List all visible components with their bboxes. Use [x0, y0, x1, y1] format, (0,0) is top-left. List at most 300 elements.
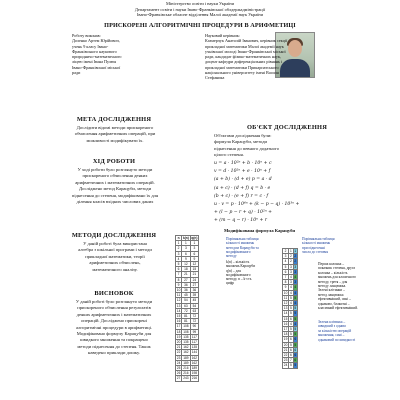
table-row	[176, 371, 199, 376]
table2-note-line: методу ланцюжка.	[318, 284, 347, 289]
table-cell: 27	[190, 282, 199, 287]
table-cell: 5	[294, 306, 297, 311]
methods-heading: МЕТОДИ ДОСЛІДЖЕННЯ	[71, 232, 157, 239]
table-cell: 11	[176, 293, 181, 298]
methods-line: прикладної математики, теорії	[85, 253, 145, 259]
supervisor-line: ради, кандидат фізико-математичних наук,	[205, 54, 281, 60]
formula-line: (b + c) · (e + f) r = c · f	[214, 193, 269, 199]
table-cell: 1	[190, 241, 199, 246]
table-cell: 5	[294, 311, 297, 316]
table1-caption-line: модифікованого	[226, 249, 251, 254]
table-cell: 162	[183, 350, 189, 355]
table-cell: 2	[289, 254, 292, 259]
table-cell: 5	[289, 306, 292, 311]
goal-line: Дослідити відомі методи прискореного	[76, 125, 154, 130]
table-row	[283, 332, 298, 337]
table-cell: 135	[183, 340, 189, 345]
table2-notes-2	[318, 320, 372, 342]
formula-line: v = d · 10²ⁿ + e · 10ⁿ + f	[214, 169, 271, 175]
table-cell: 72	[190, 319, 199, 324]
table-cell: 15	[190, 267, 199, 272]
table-cell: 216	[191, 376, 198, 381]
table-header-cell: n	[176, 236, 182, 241]
table-row	[176, 350, 199, 355]
table-cell: 3	[294, 264, 297, 269]
table2-caption-line: кількості множень	[302, 241, 331, 246]
table-cell: 162	[191, 355, 198, 360]
table-cell: 4	[289, 290, 292, 295]
table-cell: 17	[283, 327, 288, 332]
table-cell: 90	[190, 324, 199, 329]
table-cell: 12	[176, 298, 181, 303]
table-cell: 3	[190, 246, 199, 251]
table-row	[283, 358, 298, 363]
methods-line: математичного аналізу.	[92, 266, 138, 272]
poster-title: ПРИСКОРЕНІ АЛГОРИТМІЧНІ ПРОЦЕДУРИ В АРИФМЕТИЦІ	[104, 22, 296, 29]
author-lines	[72, 38, 170, 75]
table-cell: 3	[182, 246, 190, 251]
table-row	[283, 301, 298, 306]
table-row	[283, 306, 298, 311]
table1-legend-line: цифр	[226, 281, 234, 286]
table-cell: 5	[294, 332, 297, 337]
supervisor-line: Казмерчук Анатолій Іванович, керівник секції	[205, 38, 288, 44]
object-line: цілого степеня.	[214, 152, 244, 158]
table2-note-line: показник степеня, друга	[318, 266, 356, 271]
conclusions-line: Модифіковано формулу Карацуби для	[76, 331, 152, 337]
table-cell: 19	[283, 337, 288, 342]
progress-line: У ході роботи було розглянуто методи	[77, 167, 153, 172]
table-cell: 135	[191, 345, 198, 350]
table-cell: 5	[289, 332, 292, 337]
table-cell: 3	[289, 264, 292, 269]
table-cell: 25	[176, 366, 181, 371]
supervisor-line: доцент кафедри диференціальних рівнянь і	[205, 59, 283, 65]
table-cell: 243	[183, 376, 189, 381]
table-cell: 21	[176, 345, 181, 350]
table-cell: 8	[283, 280, 289, 285]
formula-line: + (l − p − r + q) · 10²ⁿ +	[214, 210, 272, 216]
table-row	[176, 366, 199, 371]
table-cell: 4	[176, 256, 182, 261]
table-cell: 216	[183, 371, 189, 376]
table-header-cell: q(n)	[191, 236, 198, 240]
table-cell: 20	[176, 340, 181, 345]
table1-caption-line: методу	[226, 254, 237, 259]
progress-heading: ХІД РОБОТИ	[92, 158, 136, 165]
table-cell: 24	[283, 363, 288, 368]
table-cell: 15	[283, 316, 288, 321]
table-row	[176, 293, 199, 298]
table-row	[176, 345, 199, 350]
table-cell: 216	[183, 366, 189, 371]
table-cell: 3	[294, 269, 297, 274]
table-cell: 63	[182, 303, 190, 308]
table-cell: 5	[294, 342, 297, 347]
table-row	[176, 282, 199, 287]
table-cell: 7	[289, 358, 292, 363]
table-row	[283, 321, 298, 326]
table-row	[176, 355, 199, 360]
table-row	[283, 347, 298, 352]
table-row	[283, 259, 298, 264]
supervisor-line: учнівської молоді Івано-Франківської міської	[205, 48, 286, 54]
table-cell: 5	[176, 262, 182, 267]
table-cell: 10	[176, 288, 181, 293]
table1-legend-line: k(n) – кількість	[226, 260, 250, 264]
table2-note-line: множень для класичного	[318, 275, 356, 280]
conclusions-heading: ВИСНОВОК	[94, 290, 134, 297]
table-cell: 189	[183, 355, 189, 360]
table-cell: 108	[183, 324, 189, 329]
table-row	[176, 340, 199, 345]
supervisor-line: Стефаника	[205, 75, 225, 81]
table-cell: 12	[190, 262, 199, 267]
table2-notes	[318, 262, 372, 310]
table2-note2-line: множення, сині –	[318, 333, 345, 338]
table-cell: 6	[176, 267, 182, 272]
table2-note-line: Перша колонка –	[318, 262, 345, 266]
table-row	[176, 288, 199, 293]
supervisor-line: прикладної математики Прикарпатського	[205, 64, 279, 70]
table-cell: 10	[283, 290, 288, 295]
table-cell: 8	[176, 277, 182, 282]
table-cell: 5	[283, 264, 289, 269]
table-row	[176, 277, 199, 282]
author-block	[72, 33, 170, 75]
table-cell: 6	[182, 251, 190, 256]
goal-line: можливості модифікувати їх.	[86, 137, 144, 143]
table-row	[283, 249, 298, 254]
progress-text	[40, 167, 190, 205]
table-cell: 4	[294, 285, 297, 290]
table-cell: 9	[176, 282, 182, 287]
table-header-cell: k(n)	[182, 236, 189, 240]
table-cell: 2	[283, 249, 289, 254]
table-cell: 4	[289, 285, 292, 290]
table-cell: 72	[190, 314, 199, 319]
table-cell: 20	[283, 342, 288, 347]
conclusions-line: швидкого множення та покращено	[80, 337, 148, 343]
table-cell: 117	[191, 340, 197, 345]
table-cell: 13	[283, 306, 288, 311]
table2-note2-line: однаковий по швидкості	[318, 337, 356, 342]
table-cell: 14	[283, 311, 288, 316]
table-cell: 5	[289, 295, 292, 300]
table-row	[283, 269, 298, 274]
table-cell: 45	[182, 293, 190, 298]
table-cell: 22	[176, 350, 181, 355]
methods-line: У даній роботі була використана	[83, 241, 147, 246]
table-row	[176, 360, 199, 365]
formula-line: u · v = p · 10⁴ⁿ + (k − p − q) · 10³ⁿ +	[214, 202, 300, 208]
table-cell: 3	[283, 254, 289, 259]
table-cell: 45	[190, 298, 199, 303]
table-cell: 18	[182, 267, 190, 272]
table-cell: 4	[294, 275, 297, 280]
object-line: Об'єктами дослідження були:	[214, 133, 272, 138]
table-cell: 117	[191, 334, 197, 339]
conclusions-text	[38, 299, 190, 357]
table-cell: 5	[294, 295, 297, 300]
table2-caption-line: при піднесенні	[302, 245, 325, 250]
table-cell: 4	[289, 321, 292, 326]
table2-caption-line: числа до степеня	[302, 249, 328, 254]
karatsuba-formula	[214, 160, 364, 226]
table-cell: 39	[190, 293, 199, 298]
supervisor-line: прикладної математики Малої академії наук	[205, 43, 284, 49]
table1-legend-line: q(n) – для	[226, 268, 241, 273]
table-cell: 5	[294, 363, 297, 368]
table-cell: 1	[289, 249, 292, 253]
goal-heading: МЕТА ДОСЛІДЖЕННЯ	[76, 116, 152, 123]
table2-note-line: метод ланцюжка	[318, 292, 344, 297]
table-cell: 21	[283, 347, 288, 352]
table-row	[283, 275, 298, 280]
progress-line: піднесення до степеня, модифіковано їх для	[71, 192, 159, 198]
table-cell: 5	[289, 342, 292, 347]
table-cell: 81	[182, 314, 190, 319]
table1-caption-line: Порівняльна таблиця	[226, 237, 259, 241]
table2-caption-line: Порівняльна таблиця	[302, 237, 335, 241]
power-table	[282, 248, 298, 369]
table-row	[283, 316, 298, 321]
table2-caption	[302, 237, 356, 254]
table-row	[283, 342, 298, 347]
table-cell: 162	[191, 360, 198, 365]
table-cell: 108	[183, 329, 189, 334]
table-cell: 81	[182, 319, 190, 324]
table-cell: 162	[183, 345, 189, 350]
supervisor-block	[205, 33, 395, 81]
author-line: ради	[72, 70, 81, 76]
table-cell: 4	[283, 259, 289, 264]
table-cell: 144	[191, 350, 198, 355]
table-row	[283, 285, 298, 290]
table-cell: 24	[190, 277, 199, 282]
table1-legend	[226, 260, 278, 286]
table-cell: 13	[176, 303, 181, 308]
table-row	[176, 319, 199, 324]
table-header-row	[176, 236, 199, 241]
author-heading: Роботу виконав:	[72, 33, 101, 38]
table-cell: 16	[283, 321, 288, 326]
table-cell: 21	[190, 272, 199, 277]
table-cell: 63	[190, 308, 199, 313]
author-line: ліцею імені Івана Пулюя	[72, 59, 117, 65]
formula-line: u = a · 10²ⁿ + b · 10ⁿ + c	[214, 161, 272, 166]
table-row	[283, 254, 298, 259]
table-cell: 19	[176, 334, 181, 339]
table-cell: 22	[283, 353, 288, 358]
table-cell: 23	[176, 355, 181, 360]
table-cell: 36	[190, 288, 199, 293]
methods-line: арифметичних обчислень,	[89, 260, 141, 266]
table1-legend-line: множень Карацуби	[226, 264, 256, 269]
table-row	[283, 280, 298, 285]
author-line: Івано-Франківської міської	[72, 64, 121, 70]
table2-note-line: колонка – кількість	[318, 270, 348, 275]
table-cell: 99	[190, 329, 199, 334]
table2-note-line: однаково, блакитні –	[318, 301, 350, 306]
formula-line: (a + b) · (d + e) p = a · d	[214, 177, 272, 183]
conclusions-line: операцій. Досліджено прискорені	[81, 318, 147, 324]
table-cell: 36	[182, 288, 190, 293]
formula-line: + (m − q − r) · 10ⁿ + r	[214, 218, 267, 224]
table-cell: 27	[176, 376, 181, 381]
table-row	[283, 290, 298, 295]
goal-line: обчислення арифметичних операцій, при	[74, 131, 156, 137]
object-line: піднесення до певного додатного	[214, 145, 280, 151]
table-cell: 189	[191, 366, 198, 371]
table-row	[283, 327, 298, 332]
table-cell: 6	[289, 337, 292, 342]
table-cell: 26	[176, 371, 181, 376]
karatsuba-table	[175, 235, 199, 382]
table-cell: 2	[289, 259, 292, 264]
table-cell: 27	[182, 277, 190, 282]
table-cell: 3	[289, 280, 292, 285]
supervisor-lines	[205, 38, 395, 80]
author-line: Франківського наукового	[72, 48, 117, 54]
table1-legend-line: модифікованого	[226, 272, 251, 277]
conclusions-line: алгоритмічні процедури в арифметиці.	[76, 324, 152, 330]
progress-line: прискореного обчислення деяких	[82, 173, 148, 179]
progress-line: ділення класів вхідних числових даних	[76, 199, 154, 205]
table-cell: 2	[176, 246, 182, 251]
table-cell: 4	[294, 321, 297, 326]
table-cell: 6	[294, 347, 297, 352]
table1-legend-line: методу, n – k-сть	[226, 277, 252, 282]
table2-note2-line: за кількістю операцій	[318, 328, 352, 333]
table-cell: 2	[294, 254, 297, 259]
table-cell: 9	[283, 285, 289, 290]
table-cell: 198	[191, 371, 198, 376]
table-cell: 5	[294, 316, 297, 321]
power-table-wrap	[282, 248, 298, 369]
table-cell: 6	[294, 353, 297, 358]
progress-line: Досліджено метод Карацуби, методи	[78, 186, 152, 192]
table-cell: 36	[182, 282, 190, 287]
table-row	[176, 298, 199, 303]
table-cell: 7	[283, 275, 289, 280]
supervisor-line: національного університету імені Василя	[205, 70, 279, 76]
formula-line: (a + c) · (d + f) q = b · e	[214, 185, 271, 191]
table-row	[176, 376, 199, 381]
object-heading: ОБ'ЄКТ ДОСЛІДЖЕННЯ	[246, 124, 328, 131]
table-row	[176, 303, 199, 308]
table-row	[283, 337, 298, 342]
table-cell: 4	[289, 275, 292, 280]
conclusions-line: У даній роботі було розглянуто методи	[75, 299, 153, 304]
table-cell: 1	[294, 249, 297, 253]
table-row	[176, 329, 199, 334]
author-line: учень 9 класу Івано-	[72, 43, 109, 49]
table-cell: 2	[294, 259, 297, 264]
table-cell: 5	[289, 327, 292, 332]
table-cell: 5	[289, 363, 292, 368]
table-cell: 189	[183, 360, 189, 365]
table2-note-line: Зелені клітинки –	[318, 288, 345, 293]
table-cell: 9	[190, 256, 199, 261]
table-cell: 9	[182, 256, 190, 261]
supervisor-heading: Науковий керівник:	[205, 33, 240, 38]
table-cell: 7	[176, 272, 182, 277]
table-cell: 4	[294, 301, 297, 306]
table-row	[176, 262, 199, 267]
table-cell: 24	[176, 360, 181, 365]
table-cell: 6	[289, 347, 292, 352]
table-cell: 23	[283, 358, 288, 363]
karatsuba-table-wrap	[175, 235, 199, 382]
table2-note-line: методу, третя – для	[318, 279, 348, 284]
table-cell: 72	[182, 308, 190, 313]
table-cell: 3	[176, 251, 182, 256]
table-cell: 1	[176, 241, 182, 246]
table-row	[283, 264, 298, 269]
conclusions-line: наведено приклади дошку.	[88, 350, 140, 356]
table-cell: 18	[176, 329, 181, 334]
table-cell: 6	[289, 316, 292, 321]
methods-text	[42, 241, 188, 273]
table-cell: 6	[283, 269, 289, 274]
table-cell: 16	[176, 319, 181, 324]
table-row	[283, 353, 298, 358]
table-cell: 1	[182, 241, 190, 246]
table-row	[176, 314, 199, 319]
table-cell: 3	[294, 280, 297, 285]
methods-line: алгебра з шкільної програми і методи	[78, 247, 152, 253]
object-text	[214, 133, 326, 159]
table-cell: 54	[182, 298, 190, 303]
table2-note2-line: Зелена клітинка –	[318, 320, 346, 324]
table-row	[283, 363, 298, 368]
table-row	[283, 295, 298, 300]
conclusions-line: деяких арифметичних і математичних	[76, 311, 152, 317]
table-cell: 4	[294, 290, 297, 295]
object-line: формула Карацуби, методи	[214, 139, 268, 145]
table-cell: 3	[289, 269, 292, 274]
table-row	[176, 324, 199, 329]
table-cell: 4	[289, 301, 292, 306]
table-cell: 6	[190, 251, 199, 256]
table-cell: 135	[183, 334, 189, 339]
table-cell: 54	[190, 303, 199, 308]
table-row	[176, 267, 199, 272]
conclusions-line: прискореного обчислення результатів	[77, 305, 151, 311]
table1-caption-line: кількості множень	[226, 241, 255, 246]
table-cell: 6	[289, 353, 292, 358]
table2-note2-line: швидший з одним	[318, 324, 346, 329]
table-cell: 5	[294, 327, 297, 332]
table-cell: 18	[283, 332, 288, 337]
header-line-3: Івано-Франківське обласне відділення Малої академії наук України	[136, 12, 264, 18]
table-cell: 6	[294, 358, 297, 363]
table-row	[283, 311, 298, 316]
table-cell: 11	[283, 295, 288, 300]
header-block	[0, 1, 400, 18]
header-line-1: Міністерство освіти і науки України	[166, 1, 234, 6]
header-line-2: Департамент освіти і науки Івано-Франківської облдержадміністрації	[134, 6, 266, 12]
table1-caption	[226, 237, 278, 258]
conclusions-line: методи піднесення до степеня. Також	[77, 343, 151, 349]
table-cell: 5	[289, 311, 292, 316]
table2-note-line: ефективніший, сині –	[318, 297, 351, 302]
goal-text	[40, 125, 190, 144]
table-cell: 6	[294, 337, 297, 342]
table-cell: 15	[176, 314, 181, 319]
table-cell: 12	[283, 301, 288, 306]
